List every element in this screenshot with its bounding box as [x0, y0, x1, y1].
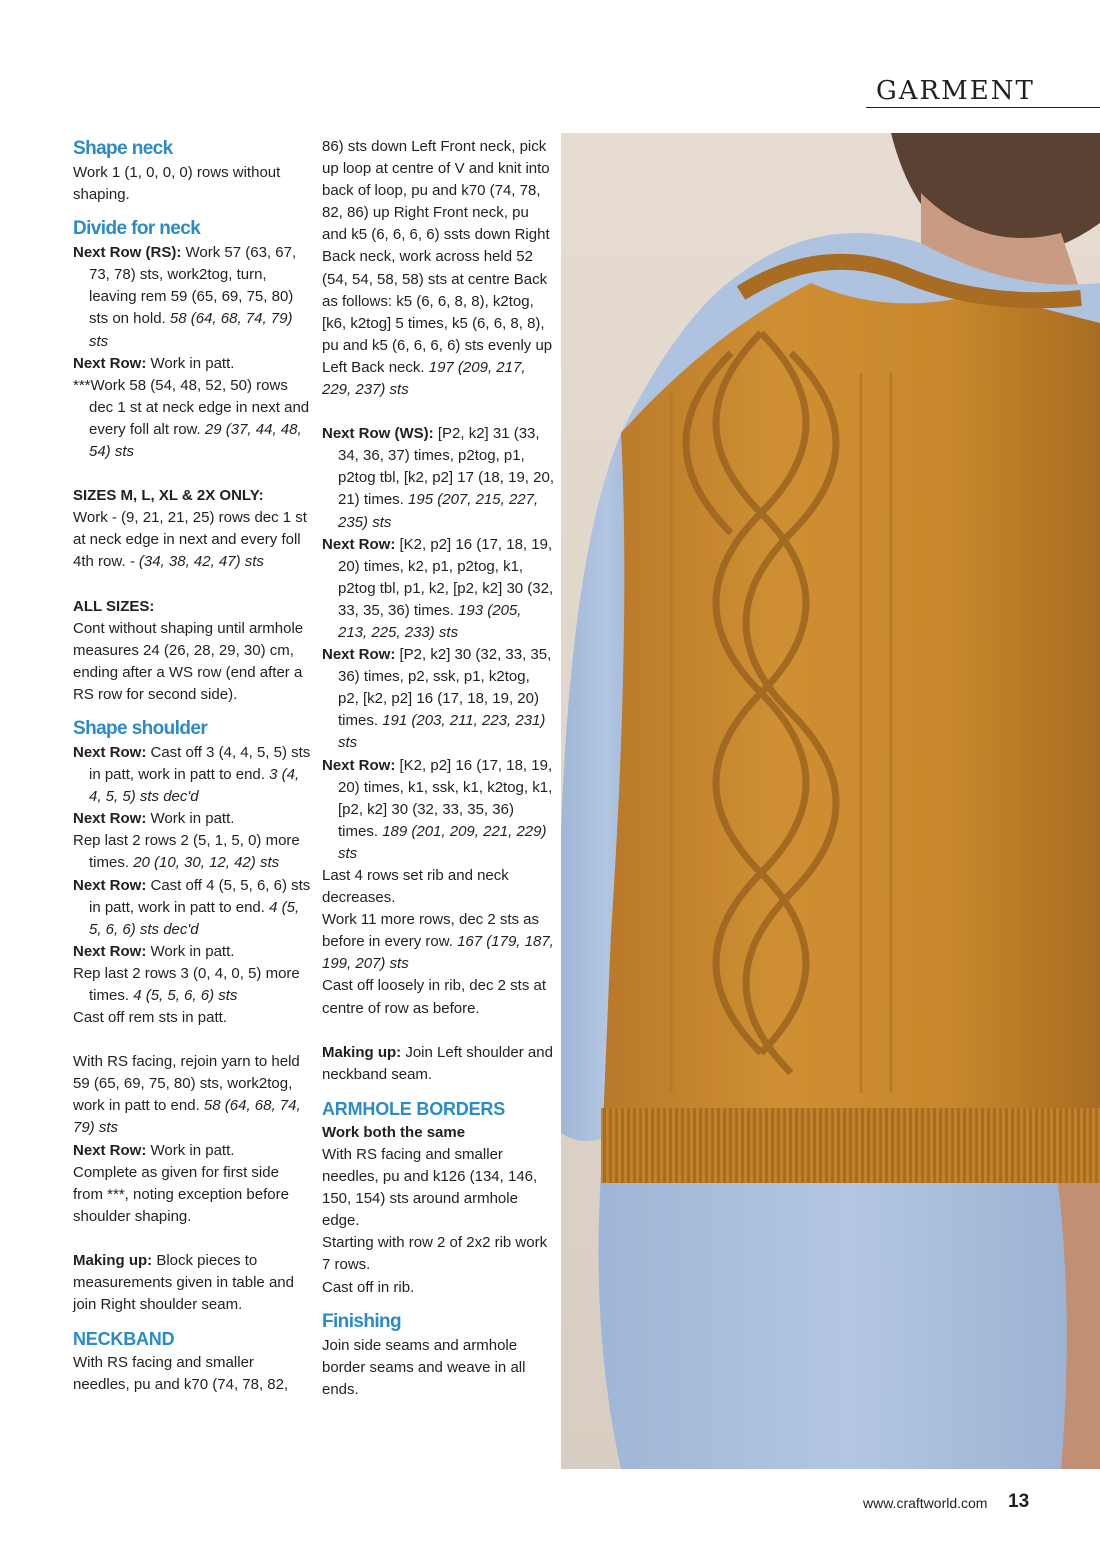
footer-url[interactable]: www.craftworld.com [863, 1495, 988, 1511]
section-header [866, 76, 1100, 108]
text-column-2 [322, 136, 554, 1401]
shoulder-row-5: Next Row: Work in patt. [73, 942, 235, 960]
making-up-2: Making up: Join Left shoulder and neckband seam. [322, 1043, 553, 1083]
armhole-text-2: Starting with row 2 of 2x2 rib work 7 rows. [322, 1234, 548, 1274]
page-number: 13 [1008, 1491, 1030, 1512]
shoulder-row-7: Cast off rem sts in patt. [73, 1009, 227, 1027]
neck-row-2: Next Row: [K2, p2] 16 (17, 18, 19, 20) times, k2, p1, p2tog, k1, p2tog tbl, p1, k2, [p2, k2] 30 (32, 33, 35, 36) times. 193 (205, 213, 225, 233) sts [322, 535, 554, 641]
neck-row-ws: Next Row (WS): [P2, k2] 31 (33, 34, 36, 37) times, p2tog, p1, p2tog tbl, [k2, p2] 17 (18, 19, 20, 21) times. 195 (207, 215, 227, 235) sts [322, 425, 554, 531]
armhole-subheading: Work both the same [322, 1123, 466, 1141]
shape-neck-heading: Shape neck [73, 138, 173, 159]
text-column-1 [73, 136, 313, 1396]
shoulder-row-4: Next Row: Cast off 4 (5, 5, 6, 6) sts in patt, work in patt to end. 4 (5, 5, 6, 6) sts dec'd [73, 876, 311, 938]
sizes-heading: SIZES M, L, XL & 2X ONLY: [73, 487, 264, 505]
sweater-back-illustration [561, 133, 1100, 1469]
second-side-text: With RS facing, rejoin yarn to held 59 (65, 69, 75, 80) sts, work2tog, work in patt to end. 58 (64, 68, 74, 79) sts [73, 1053, 301, 1137]
shape-shoulder-heading: Shape shoulder [73, 717, 208, 739]
all-sizes-heading: ALL SIZES: [73, 597, 155, 615]
divide-neck-row-1: Next Row (RS): Work 57 (63, 67, 73, 78) sts, work2tog, turn, leaving rem 59 (65, 69, 75, 80) sts on hold. 58 (64, 68, 74, 79) sts [73, 244, 297, 350]
shape-neck-text: Work 1 (1, 0, 0, 0) rows without shaping. [73, 164, 281, 204]
finishing-heading: Finishing [322, 1310, 402, 1332]
neckband-heading: NECKBAND [73, 1329, 175, 1350]
shirt-hem [599, 1173, 1100, 1469]
sweater-ribbing [601, 1108, 1100, 1183]
neckband-text: With RS facing and smaller needles, pu and k70 (74, 78, 82, [73, 1354, 289, 1394]
armhole-heading: ARMHOLE BORDERS [322, 1098, 506, 1119]
garment-photo [561, 133, 1100, 1469]
shoulder-row-2: Next Row: Work in patt. [73, 810, 235, 828]
armhole-text-1: With RS facing and smaller needles, pu and k126 (134, 146, 150, 154) sts around armhole edge. [322, 1145, 538, 1230]
last-4-rows: Last 4 rows set rib and neck decreases. [322, 867, 509, 907]
divide-neck-heading: Divide for neck [73, 218, 201, 240]
neck-row-4: Next Row: [K2, p2] 16 (17, 18, 19, 20) times, k1, ssk, k1, k2tog, k1, [p2, k2] 30 (32, 33, 35, 36) times. 189 (201, 209, 221, 229) sts [322, 756, 553, 862]
shoulder-row-3: Rep last 2 rows 2 (5, 1, 5, 0) more times. 20 (10, 30, 12, 42) sts [73, 832, 300, 872]
divide-neck-row-2: Next Row: Work in patt. [73, 354, 235, 372]
neckband-continued: 86) sts down Left Front neck, pick up loop at centre of V and knit into back of loop, pu and k70 (74, 78, 82, 86) up Right Front neck, pu and k5 (6, 6, 6, 6) ssts down Right Back neck, work across held 52 (54, 54, 58, 58) sts at centre Back as follows: k5 (6, 6, 8, 8), k2tog, [k6, k2tog] 5 times, k5 (6, 6, 8, 8), pu and k5 (6, 6, 6, 6) sts evenly up Left Back neck. 197 (209, 217, 229, 237) sts [322, 138, 553, 399]
work-11-rows: Work 11 more rows, dec 2 sts as before in every row. 167 (179, 187, 199, 207) sts [322, 911, 554, 973]
sweater-body [601, 283, 1100, 1173]
finishing-text: Join side seams and armhole border seams and weave in all ends. [322, 1336, 526, 1398]
second-side-row: Next Row: Work in patt. [73, 1141, 235, 1159]
shoulder-row-1: Next Row: Cast off 3 (4, 4, 5, 5) sts in patt, work in patt to end. 3 (4, 4, 5, 5) sts dec'd [73, 743, 311, 806]
second-side-complete: Complete as given for first side from ***, noting exception before shoulder shaping. [73, 1163, 289, 1225]
neck-row-3: Next Row: [P2, k2] 30 (32, 33, 35, 36) times, p2, ssk, p1, k2tog, p2, [k2, p2] 16 (17, 18, 19, 20) times. 191 (203, 211, 223, 231) sts [322, 646, 552, 752]
armhole-text-3: Cast off in rib. [322, 1278, 415, 1296]
sizes-text: Work - (9, 21, 21, 25) rows dec 1 st at neck edge in next and every foll 4th row. - (34, 38, 42, 47) sts [73, 509, 307, 571]
all-sizes-text: Cont without shaping until armhole measures 24 (26, 28, 29, 30) cm, ending after a WS row (end after a RS row for second side). [73, 619, 304, 703]
shoulder-row-6: Rep last 2 rows 3 (0, 4, 0, 5) more times. 4 (5, 5, 6, 6) sts [73, 964, 300, 1004]
making-up-1: Making up: Block pieces to measurements given in table and join Right shoulder seam. [73, 1251, 294, 1314]
divide-neck-row-3: ***Work 58 (54, 48, 52, 50) rows dec 1 st at neck edge in next and every foll alt row. 29 (37, 44, 48, 54) sts [73, 376, 310, 461]
cast-off-rib: Cast off loosely in rib, dec 2 sts at centre of row as before. [322, 977, 546, 1017]
section-title: GARMENT [876, 76, 1035, 106]
